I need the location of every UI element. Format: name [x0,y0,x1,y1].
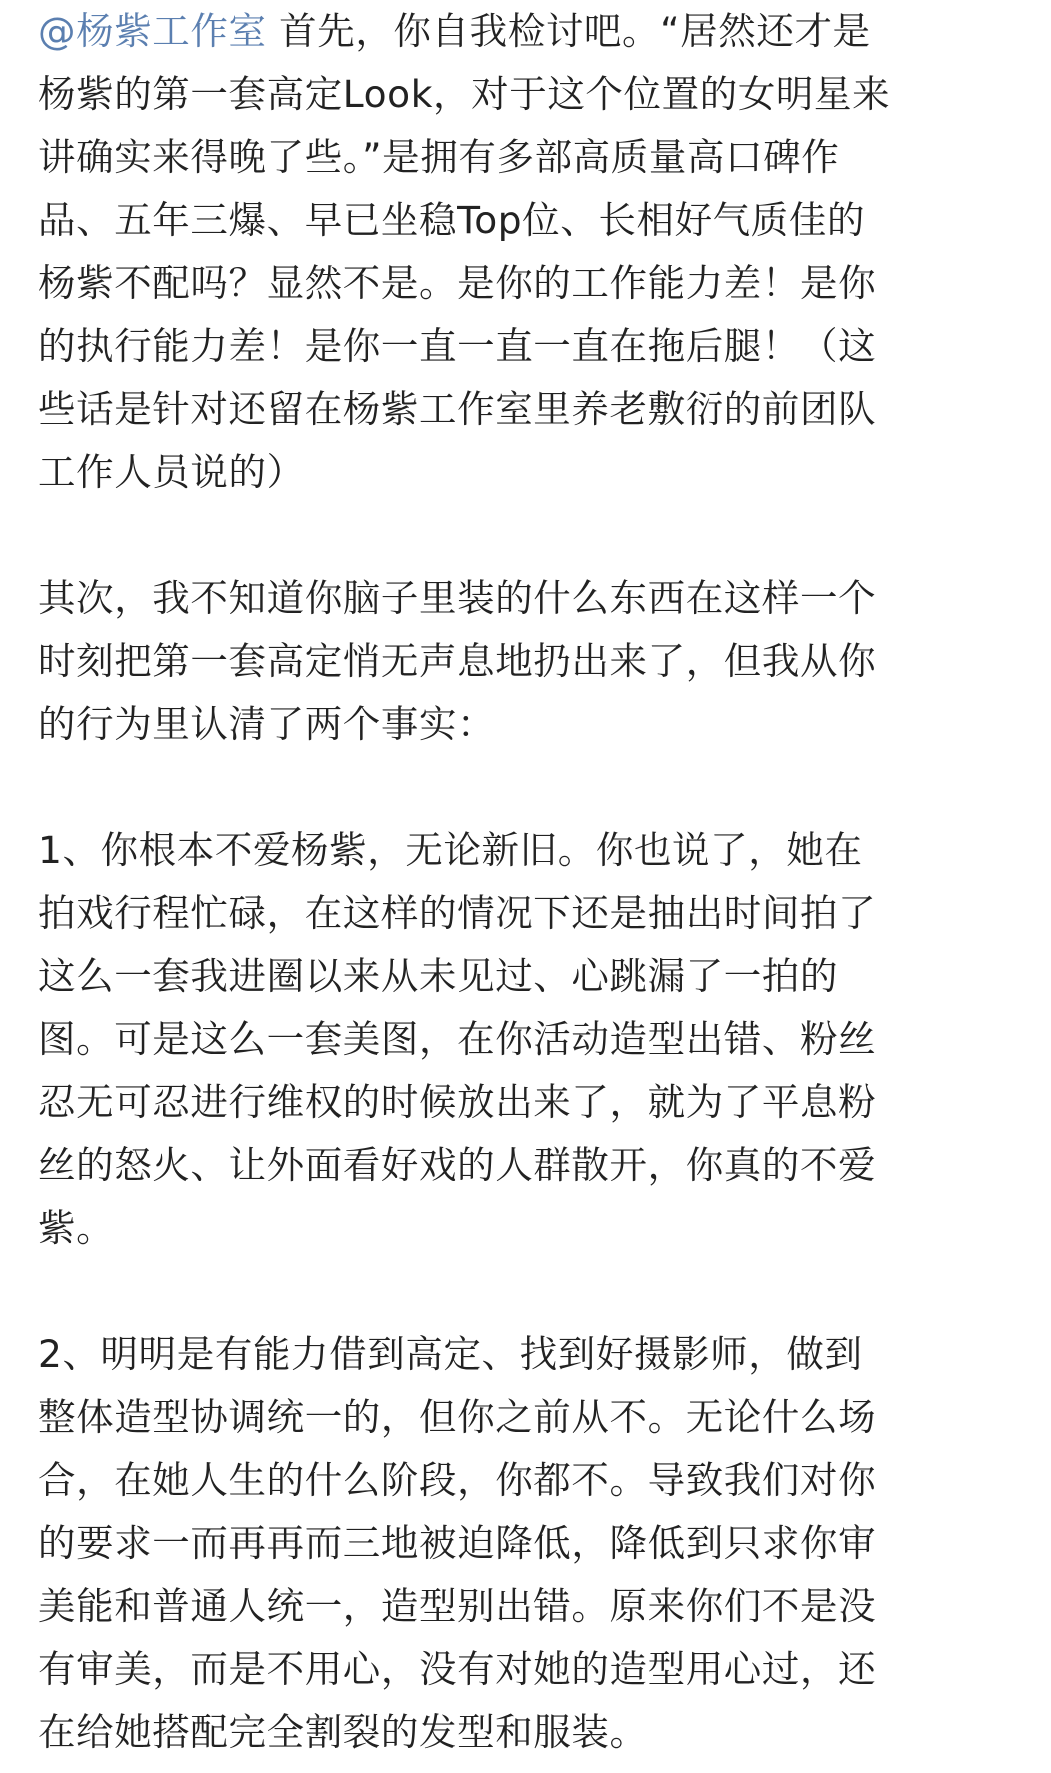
mention-link[interactable]: @杨紫工作室 [38,9,267,53]
text-line: 品、五年三爆、早已坐稳Top位、长相好气质佳的 [38,198,866,242]
text-line [38,0,1028,63]
paragraph-4 [38,1323,1028,1764]
text-line: 工作人员说的） [38,450,305,494]
text-line: 忍无可忍进行维权的时候放出来了，就为了平息粉 [38,1080,877,1124]
paragraph-gap [38,756,1028,819]
text-line: 时刻把第一套高定悄无声息地扔出来了，但我从你 [38,639,877,683]
post-body [38,0,1028,1764]
text-line: 2、明明是有能力借到高定、找到好摄影师，做到 [38,1332,863,1376]
text-line: 的执行能力差！是你一直一直一直在拖后腿！（这 [38,324,877,368]
paragraph-gap [38,1260,1028,1323]
text-line: 有审美，而是不用心，没有对她的造型用心过，还 [38,1647,877,1691]
text-line: 拍戏行程忙碌，在这样的情况下还是抽出时间拍了 [38,891,877,935]
text-line: 图。可是这么一套美图，在你活动造型出错、粉丝 [38,1017,877,1061]
text-line: 紫。 [38,1206,115,1250]
paragraph-1 [38,0,1028,504]
text-line: 的行为里认清了两个事实： [38,702,496,746]
text-line: 的要求一而再再而三地被迫降低，降低到只求你审 [38,1521,877,1565]
text-line: 合，在她人生的什么阶段，你都不。导致我们对你 [38,1458,877,1502]
text-line: 杨紫的第一套高定Look，对于这个位置的女明星来 [38,72,891,116]
paragraph-gap [38,504,1028,567]
paragraph-3 [38,819,1028,1260]
paragraph-2 [38,567,1028,756]
text-line: 杨紫不配吗？显然不是。是你的工作能力差！是你 [38,261,877,305]
text-line: 整体造型协调统一的，但你之前从不。无论什么场 [38,1395,877,1439]
text-line: 其次，我不知道你脑子里装的什么东西在这样一个 [38,576,877,620]
text-line: 讲确实来得晚了些。”是拥有多部高质量高口碑作 [38,135,840,179]
text-line: 在给她搭配完全割裂的发型和服装。 [38,1710,648,1754]
text-span: 首先，你自我检讨吧。“居然还才是 [266,9,871,53]
text-line: 丝的怒火、让外面看好戏的人群散开，你真的不爱 [38,1143,877,1187]
text-line: 1、你根本不爱杨紫，无论新旧。你也说了，她在 [38,828,863,872]
text-line: 这么一套我进圈以来从未见过、心跳漏了一拍的 [38,954,839,998]
text-line: 些话是针对还留在杨紫工作室里养老敷衍的前团队 [38,387,877,431]
text-line: 美能和普通人统一，造型别出错。原来你们不是没 [38,1584,877,1628]
